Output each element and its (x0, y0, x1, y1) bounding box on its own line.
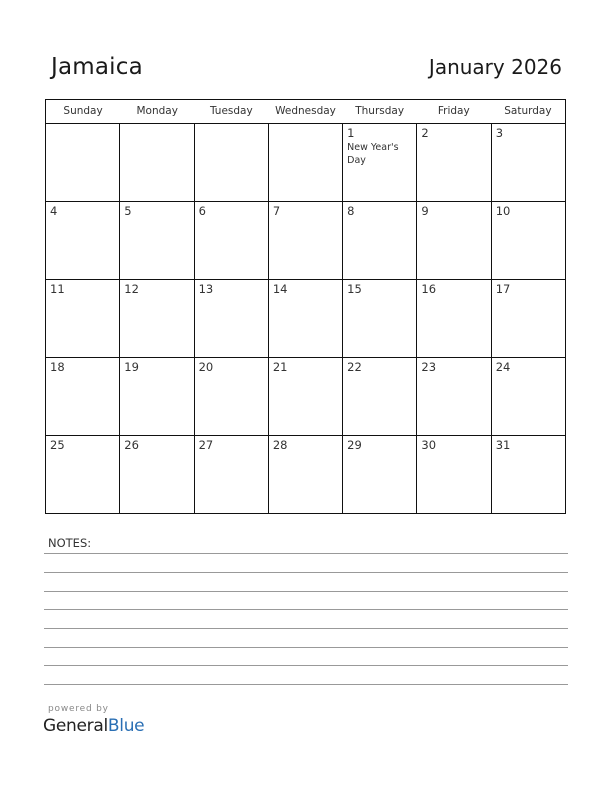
week-row-5 (46, 436, 565, 513)
note-line (44, 647, 568, 648)
note-line (44, 684, 568, 685)
week-row-3 (46, 280, 565, 358)
weekday-saturday: Saturday (504, 105, 552, 117)
day-number: 16 (421, 282, 437, 296)
note-line (44, 553, 568, 554)
day-cell (492, 202, 565, 279)
day-cell (269, 280, 343, 357)
day-number: 26 (124, 438, 139, 452)
day-cell (46, 202, 120, 279)
day-cell (492, 358, 565, 435)
weekday-wednesday: Wednesday (275, 105, 336, 117)
brand-general: General (43, 716, 108, 736)
day-number: 7 (272, 204, 281, 218)
brand-blue: Blue (107, 716, 145, 736)
day-cell (417, 202, 491, 279)
weekday-friday: Friday (437, 105, 470, 117)
day-cell (269, 436, 343, 513)
day-number: 25 (50, 438, 65, 452)
weekday-tuesday: Tuesday (209, 105, 253, 117)
day-cell (120, 124, 194, 201)
day-cell (120, 358, 194, 435)
note-line (44, 628, 568, 629)
day-number: 12 (124, 282, 139, 296)
note-line (44, 591, 568, 592)
generalblue-logo (43, 716, 144, 736)
day-number: 18 (50, 360, 65, 374)
day-cell (195, 436, 269, 513)
day-cell (46, 358, 120, 435)
month-year-title: January 2026 (428, 55, 562, 79)
day-cell (120, 436, 194, 513)
day-cell (46, 280, 120, 357)
day-number: 9 (421, 204, 429, 218)
day-number: 21 (272, 360, 288, 374)
day-number: 13 (198, 282, 214, 296)
day-cell (195, 124, 269, 201)
day-cell (269, 358, 343, 435)
day-cell (269, 202, 343, 279)
day-cell (492, 280, 565, 357)
day-number: 19 (124, 360, 139, 374)
weekday-sunday: Sunday (63, 105, 103, 117)
weekday-monday: Monday (136, 105, 178, 117)
day-cell (417, 358, 491, 435)
day-cell (46, 436, 120, 513)
day-cell (417, 436, 491, 513)
weekday-header-row (46, 100, 565, 124)
day-number: 20 (198, 360, 214, 374)
day-number: 5 (124, 204, 132, 218)
day-cell (343, 436, 417, 513)
day-cell (120, 280, 194, 357)
holiday-label: New Year's Day (347, 142, 399, 166)
day-cell (417, 280, 491, 357)
day-number: 31 (495, 438, 511, 452)
note-line (44, 609, 568, 610)
day-number: 4 (50, 204, 58, 218)
day-number: 17 (495, 282, 511, 296)
day-cell (492, 436, 565, 513)
day-number: 30 (421, 438, 437, 452)
day-number: 29 (347, 438, 362, 452)
day-number: 10 (495, 204, 511, 218)
day-cell (195, 202, 269, 279)
note-line (44, 665, 568, 666)
day-cell (269, 124, 343, 201)
week-row-1 (46, 124, 565, 202)
day-cell (492, 124, 565, 201)
day-cell (120, 202, 194, 279)
day-number: 3 (495, 126, 504, 140)
day-number: 8 (347, 204, 355, 218)
day-cell (343, 358, 417, 435)
day-number: 22 (347, 360, 362, 374)
notes-label: NOTES: (48, 536, 92, 550)
day-cell (46, 124, 120, 201)
day-number: 15 (347, 282, 362, 296)
day-number: 23 (421, 360, 437, 374)
country-title: Jamaica (51, 54, 143, 80)
day-number: 27 (198, 438, 214, 452)
day-cell (195, 358, 269, 435)
day-cell (343, 280, 417, 357)
day-cell (195, 280, 269, 357)
day-number: 1 (347, 126, 355, 140)
calendar-grid (45, 99, 566, 514)
day-number: 2 (421, 126, 429, 140)
day-cell (343, 202, 417, 279)
day-number: 28 (272, 438, 288, 452)
day-cell (343, 124, 417, 201)
note-line (44, 572, 568, 573)
day-number: 14 (272, 282, 288, 296)
week-row-2 (46, 202, 565, 280)
powered-by-text: powered by (48, 704, 109, 714)
weekday-thursday: Thursday (355, 105, 405, 117)
week-row-4 (46, 358, 565, 436)
day-number: 11 (50, 282, 65, 296)
day-number: 24 (495, 360, 511, 374)
day-cell (417, 124, 491, 201)
day-number: 6 (198, 204, 206, 218)
